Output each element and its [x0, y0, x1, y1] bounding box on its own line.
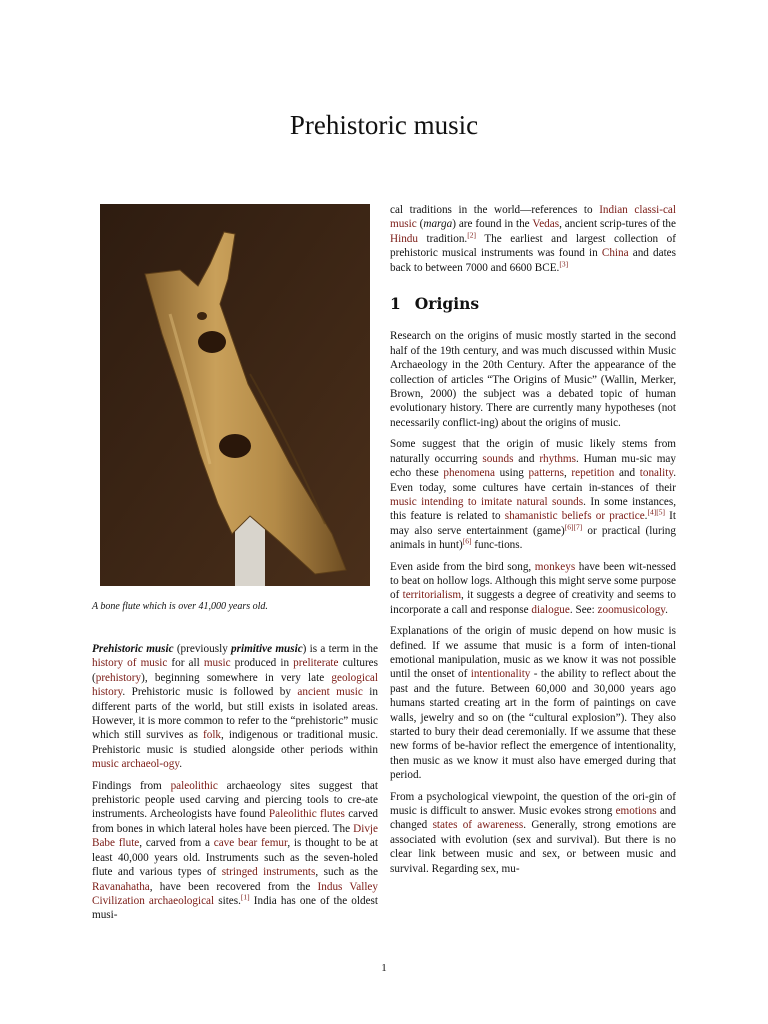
link-preliterate[interactable]: preliterate	[293, 657, 339, 670]
link-patterns[interactable]: patterns	[528, 467, 564, 480]
page-title: Prehistoric music	[289, 110, 479, 140]
finger-hole-icon	[198, 331, 226, 353]
term-bold: Prehistoric music	[92, 643, 174, 655]
origins-paragraph-3: Even aside from the bird song, monkeys have been wit-nessed to beat on hollow logs. Although this might serve some purpose of territorialism, it suggests a degree of creativity and seems to incorporate a call and response dialogue. See: zoomusicology.	[390, 560, 676, 616]
link-rhythms[interactable]: rhythms	[539, 452, 576, 465]
link-ancient-music[interactable]: ancient music	[297, 686, 363, 699]
link-vedas[interactable]: Vedas	[532, 218, 560, 231]
small-hole-icon	[197, 312, 207, 320]
term-bold: primitive music	[231, 643, 303, 655]
citation-ref[interactable]: [3]	[559, 258, 569, 268]
origins-paragraph-5: From a psychological viewpoint, the question of the ori-gin of music is difficult to answer. Music evokes strong emotions and changed states of awareness. Generally, strong emotions are associated with evolution (sex and survival). But there is no clear link between music and sex, or between music and survival. Regarding sex, mu-	[390, 790, 676, 875]
finger-hole-icon	[219, 434, 251, 458]
bone-flute-image	[100, 204, 370, 586]
bone-flute-illustration	[100, 204, 370, 586]
link-intentionality[interactable]: intentionality	[470, 668, 531, 681]
link-dialogue[interactable]: dialogue	[531, 603, 570, 616]
link-tonality[interactable]: tonality	[639, 467, 674, 480]
link-prehistory[interactable]: prehistory	[95, 671, 142, 684]
origins-paragraph-1: Research on the origins of music mostly started in the second half of the 19th century, and was much discussed within Music Archaeology in the 20th Century. After the appearance of the collection of articles “The Origins of Music” (Wallin, Merker, Brown, 2000) the subject was a debated topic of human evolutionary history. There are currently many hypotheses (not necessarily conflict-ing) about the origins of music.	[390, 330, 676, 429]
link-states-of-awareness[interactable]: states of awareness	[432, 819, 524, 832]
link-indian-classical-music[interactable]: Indian classi-cal music	[390, 204, 676, 231]
link-monkeys[interactable]: monkeys	[534, 560, 576, 573]
section-number: 1	[390, 294, 401, 314]
link-folk[interactable]: folk	[203, 729, 222, 742]
citation-ref[interactable]: [4][5]	[647, 507, 665, 517]
citation-ref[interactable]: [6][7]	[564, 521, 583, 531]
link-hindu[interactable]: Hindu	[390, 232, 418, 245]
origins-paragraph-4: Explanations of the origin of music depend on how music is defined. If we assume that music is a form of inten-tional emotional manipulation, music as we know it was not possible until the onset of intentionality - the ability to reflect about the past and the future. Between 60,000 and 30,000 years ago humans started creating art in the form of paintings on cave walls, jewelry and so on (the “cultural explosion”). They also started to bury their dead ceremonially. If we assume that these new forms of be-havior reflect the emergence of intentionality, then music as we know it must also have emerged during that period.	[390, 625, 676, 782]
link-music[interactable]: music	[203, 657, 231, 670]
intro-paragraph: Prehistoric music (previously primitive music) is a term in the history of music for all music produced in preliterate cultures (prehistory), beginning somewhere in very late geological history. Prehistoric music is followed by ancient music in different parts of the world, but still exists in isolated areas. However, it is more common to refer to the “prehistoric” music which still survives as folk, indigenous or traditional music. Prehistoric music is studied alongside other periods within music archaeol-ogy.	[92, 643, 379, 771]
findings-paragraph: Findings from paleolithic archaeology sites suggest that prehistoric people used carving and piercing tools to cre-ate instruments. Archeologists have found Paleolithic flutes carved from bones in which lateral holes have been pierced. The Divje Babe flute, carved from a cave bear femur, is thought to be at least 40,000 years old. Instruments such as the seven-holed flute and various types of stringed instruments, such as the Ravanahatha, have been recovered from the Indus Valley Civilization archaeological sites.[1] India has one of the oldest musi-	[92, 779, 379, 922]
left-column	[92, 642, 378, 930]
page-number: 1	[381, 962, 387, 974]
section-heading-origins	[390, 294, 676, 314]
origins-paragraph-2: Some suggest that the origin of music likely stems from naturally occurring sounds and rhythms. Human mu-sic may echo these phenomena using patterns, repetition and tonality. Even today, some cultures have certain in-stances of their music intending to imitate natural sounds. In some instances, this feature is related to shamanistic beliefs or practice.[4][5] It may also serve entertainment (game)[6][7] or practical (luring animals in hunt)[6] func-tions.	[390, 438, 677, 552]
link-ravanahatha[interactable]: Ravanahatha	[92, 880, 150, 893]
link-shamanistic-beliefs[interactable]: shamanistic beliefs or practice	[504, 510, 645, 523]
figure-caption: A bone flute which is over 41,000 years old.	[92, 601, 268, 612]
link-indus-valley[interactable]: Indus Valley Civilization archaeological	[92, 880, 378, 907]
link-imitate-natural-sounds[interactable]: music intending to imitate natural sounds	[390, 495, 584, 508]
link-geological-history[interactable]: geological history	[92, 671, 378, 699]
link-history-of-music[interactable]: history of music	[92, 657, 168, 670]
link-zoomusicology[interactable]: zoomusicology	[597, 603, 666, 616]
link-territorialism[interactable]: territorialism	[402, 589, 462, 602]
citation-ref[interactable]: [2]	[467, 230, 476, 240]
section-title: Origins	[414, 294, 480, 314]
citation-ref[interactable]: [1]	[240, 892, 250, 902]
link-music-archaeology[interactable]: music archaeol-ogy	[92, 758, 180, 771]
link-paleolithic[interactable]: paleolithic	[170, 779, 218, 792]
right-column	[390, 203, 676, 883]
link-stringed-instruments[interactable]: stringed instruments	[221, 866, 316, 879]
link-repetition[interactable]: repetition	[571, 467, 615, 480]
link-phenomena[interactable]: phenomena	[443, 467, 495, 480]
link-sounds[interactable]: sounds	[482, 452, 514, 465]
link-china[interactable]: China	[601, 247, 629, 260]
continued-paragraph: cal traditions in the world—references to Indian classi-cal music (marga) are found in the Vedas, ancient scrip-tures of the Hindu tradition.[2] The earliest and largest collection of prehistoric musical instruments was found in China and dates back to between 7000 and 6600 BCE.[3]	[390, 204, 677, 274]
link-divje-babe-flute[interactable]: Divje Babe flute	[92, 822, 378, 850]
link-cave-bear-femur[interactable]: cave bear femur	[213, 837, 288, 850]
citation-ref[interactable]: [6]	[462, 536, 472, 546]
link-paleolithic-flutes[interactable]: Paleolithic flutes	[268, 808, 345, 821]
link-emotions[interactable]: emotions	[615, 805, 657, 818]
